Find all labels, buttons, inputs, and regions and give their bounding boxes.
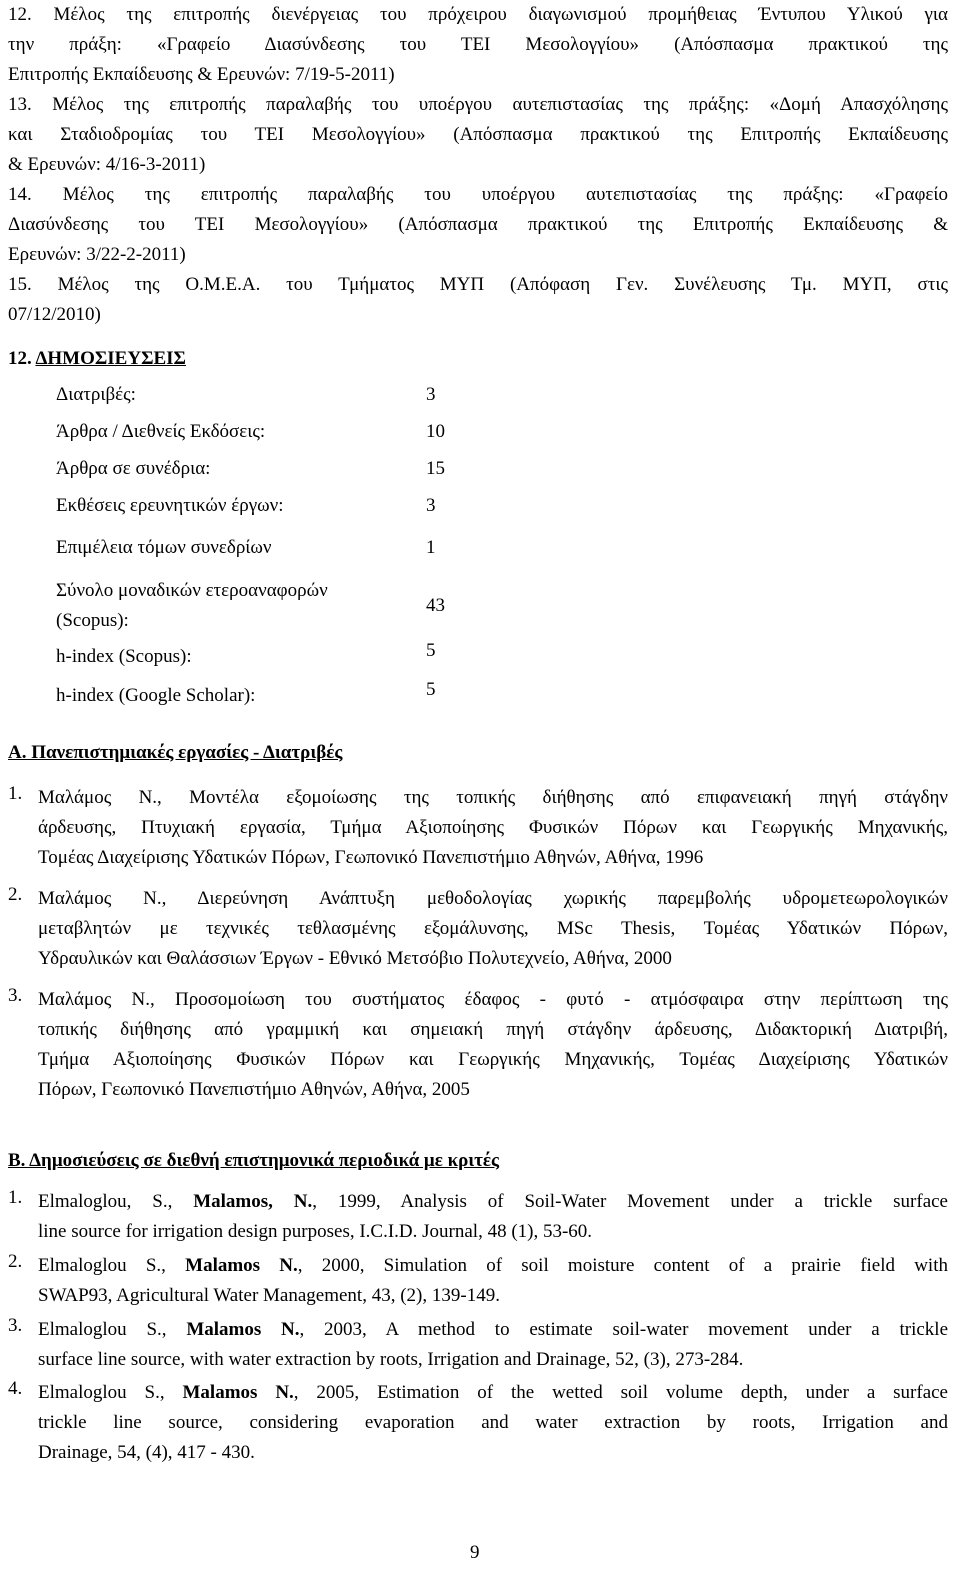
stat-label: Διατριβές:: [56, 384, 136, 405]
stat-row: [56, 491, 476, 521]
text-line: SWAP93, Agricultural Water Management, 43, (2), 139-149.: [38, 1285, 500, 1306]
journal-item: [8, 1251, 948, 1311]
text-line: 13. Μέλος της επιτροπής παραλαβής του υποέργου αυτεπιστασίας της πράξης: «Δομή Απασχόλησης: [8, 94, 948, 115]
heading-title: ΔΗΜΟΣΙΕΥΣΕΙΣ: [35, 348, 186, 369]
stat-label: h-index (Scopus):: [56, 646, 192, 667]
stat-value: 43: [426, 595, 445, 616]
text-line: [38, 1315, 948, 1345]
committee-item: [8, 180, 948, 270]
stat-row: [56, 533, 476, 563]
citation-rest: , 2003, A method to estimate soil-water movement under a trickle: [299, 1319, 949, 1340]
authors: Elmaloglou S.,: [38, 1382, 183, 1403]
text-line: surface line source, with water extraction by roots, Irrigation and Drainage, 52, (3), 273-284.: [38, 1349, 744, 1370]
stat-value: 3: [426, 384, 436, 405]
committee-item: [8, 90, 948, 180]
item-number: 3.: [8, 1315, 23, 1336]
text-line: Διασύνδεσης του ΤΕΙ Μεσολογγίου» (Απόσπασμα πρακτικού της Επιτροπής Εκπαίδευσης &: [8, 214, 948, 235]
text-line: 15. Μέλος της Ο.Μ.Ε.Α. του Τμήματος ΜΥΠ (Απόφαση Γεν. Συνέλευσης Τμ. ΜΥΠ, στις: [8, 274, 948, 295]
stat-row: [56, 417, 476, 447]
thesis-item: [8, 783, 948, 873]
stat-row: [56, 681, 476, 711]
stat-value: 5: [426, 679, 436, 700]
authors: Elmaloglou, S.,: [38, 1191, 194, 1212]
item-number: 3.: [8, 985, 23, 1006]
text-line: Υδραυλικών και Θαλάσσιων Έργων - Εθνικό Μετσόβιο Πολυτεχνείο, Αθήνα, 2000: [38, 948, 672, 969]
text-line: Μαλάμος Ν., Προσομοίωση του συστήματος έδαφος - φυτό - ατμόσφαιρα στην περίπτωση της: [38, 989, 948, 1010]
text-line: την πράξη: «Γραφείο Διασύνδεσης του ΤΕΙ Μεσολογγίου» (Απόσπασμα πρακτικού της: [8, 34, 948, 55]
item-number: 2.: [8, 1251, 23, 1272]
text-line: μεταβλητών με τεχνικές τεθλασμένης εξομάλυνσης, MSc Thesis, Τομέας Υδατικών Πόρων,: [38, 918, 948, 939]
citation-rest: , 1999, Analysis of Soil-Water Movement under a trickle surface: [312, 1191, 948, 1212]
stat-row: [56, 642, 476, 672]
text-line: trickle line source, considering evaporation and water extraction by roots, Irrigation and: [38, 1412, 948, 1433]
text-line: Μαλάμος Ν., Διερεύνηση Ανάπτυξη μεθοδολογίας χωρικής παρεμβολής υδρομετεωρολογικών: [38, 888, 948, 909]
text-line: και Σταδιοδρομίας του ΤΕΙ Μεσολογγίου» (Απόσπασμα πρακτικού της Επιτροπής Εκπαίδευσης: [8, 124, 948, 145]
item-number: 1.: [8, 783, 23, 804]
stat-value: 15: [426, 458, 445, 479]
text-line: Τμήμα Αξιοποίησης Φυσικών Πόρων και Γεωργικής Μηχανικής, Τομέας Διαχείρισης Υδατικών: [38, 1049, 948, 1070]
text-line: 07/12/2010): [8, 304, 101, 325]
stat-value: 1: [426, 537, 436, 558]
stat-value: 3: [426, 495, 436, 516]
text-line: άρδευσης, Πτυχιακή εργασία, Τμήμα Αξιοποίησης Φυσικών Πόρων και Γεωργικής Μηχανικής,: [38, 817, 948, 838]
stat-label: Σύνολο μοναδικών ετεροαναφορών: [56, 580, 328, 601]
stat-row: [56, 576, 476, 636]
text-line: [38, 1251, 948, 1281]
bold-author: Malamos, N.: [193, 1191, 313, 1212]
text-line: Επιτροπής Εκπαίδευσης & Ερευνών: 7/19-5-2011): [8, 64, 395, 85]
stat-label-cont: (Scopus):: [56, 610, 129, 631]
stat-value: 10: [426, 421, 445, 442]
text-line: 12. Μέλος της επιτροπής διενέργειας του πρόχειρου διαγωνισμού προμήθειας Έντυπου Υλικού για: [8, 4, 948, 25]
journal-item: [8, 1187, 948, 1247]
text-line: τοπικής διήθησης από γραμμική και σημειακή πηγή στάγδην άρδευσης, Διδακτορική Διατριβή,: [38, 1019, 948, 1040]
committee-item: [8, 270, 948, 330]
text-line: & Ερευνών: 4/16-3-2011): [8, 154, 206, 175]
text-line: Πόρων, Γεωπονικό Πανεπιστήμιο Αθηνών, Αθήνα, 2005: [38, 1079, 470, 1100]
bold-author: Malamos N.: [186, 1319, 300, 1340]
text-line: [38, 1187, 948, 1217]
section-b-title: Β. Δημοσιεύσεις σε διεθνή επιστημονικά περιοδικά με κριτές: [8, 1150, 500, 1171]
stat-label: h-index (Google Scholar):: [56, 685, 256, 706]
text-line: line source for irrigation design purposes, I.C.I.D. Journal, 48 (1), 53-60.: [38, 1221, 593, 1242]
stat-label: Άρθρα / Διεθνείς Εκδόσεις:: [56, 421, 266, 442]
bold-author: Malamos N.: [182, 1382, 294, 1403]
item-number: 2.: [8, 884, 23, 905]
authors: Elmaloglou S.,: [38, 1255, 186, 1276]
text-line: Drainage, 54, (4), 417 - 430.: [38, 1442, 255, 1463]
publications-heading: [8, 344, 186, 374]
citation-rest: , 2000, Simulation of soil moisture content of a prairie field with: [297, 1255, 948, 1276]
citation-rest: , 2005, Estimation of the wetted soil volume depth, under a surface: [293, 1382, 948, 1403]
text-line: Τομέας Διαχείρισης Υδατικών Πόρων, Γεωπονικό Πανεπιστήμιο Αθηνών, Αθήνα, 1996: [38, 847, 704, 868]
stat-value: 5: [426, 640, 436, 661]
text-line: [38, 1378, 948, 1408]
item-number: 1.: [8, 1187, 23, 1208]
item-number: 4.: [8, 1378, 23, 1399]
committee-item: [8, 0, 948, 90]
thesis-item: [8, 884, 948, 974]
bold-author: Malamos N.: [185, 1255, 298, 1276]
stat-row: [56, 380, 476, 410]
thesis-item: [8, 985, 948, 1105]
text-line: 14. Μέλος της επιτροπής παραλαβής του υποέργου αυτεπιστασίας της πράξης: «Γραφείο: [8, 184, 948, 205]
stat-label: Εκθέσεις ερευνητικών έργων:: [56, 495, 284, 516]
journal-item: [8, 1378, 948, 1468]
stat-label: Επιμέλεια τόμων συνεδρίων: [56, 537, 272, 558]
text-line: Μαλάμος Ν., Μοντέλα εξομοίωσης της τοπικής διήθησης από επιφανειακή πηγή στάγδην: [38, 787, 948, 808]
authors: Elmaloglou S.,: [38, 1319, 187, 1340]
stat-label: Άρθρα σε συνέδρια:: [56, 458, 211, 479]
text-line: Ερευνών: 3/22-2-2011): [8, 244, 186, 265]
stat-row: [56, 454, 476, 484]
heading-number: 12.: [8, 348, 32, 369]
page-number: 9: [470, 1542, 480, 1563]
section-a-title: Α. Πανεπιστημιακές εργασίες - Διατριβές: [8, 742, 343, 763]
journal-item: [8, 1315, 948, 1375]
